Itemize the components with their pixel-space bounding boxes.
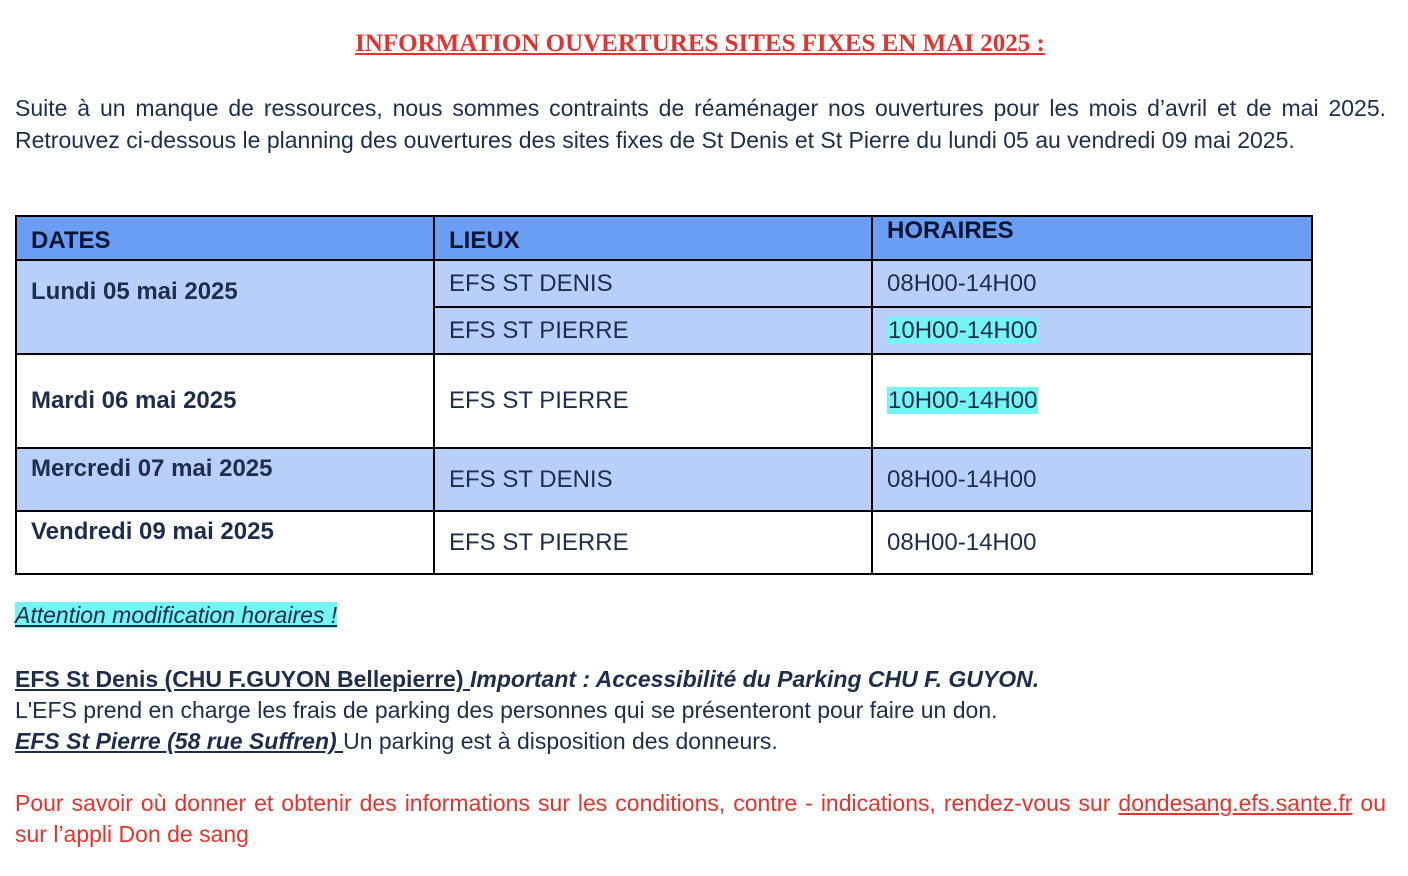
lieu-cell: EFS ST DENIS bbox=[434, 448, 872, 511]
st-pierre-text: Un parking est à disposition des donneurs. bbox=[343, 728, 778, 754]
table-row bbox=[16, 260, 1312, 307]
date-cell: Mardi 06 mai 2025 bbox=[16, 354, 434, 448]
table-row bbox=[16, 448, 1312, 511]
date-text: Lundi 05 mai 2025 bbox=[31, 278, 238, 305]
lieu-cell: EFS ST DENIS bbox=[434, 260, 872, 307]
schedule-table bbox=[15, 215, 1313, 575]
header-dates: DATES bbox=[16, 216, 434, 260]
highlighted-horaire: 10H00-14H00 bbox=[888, 316, 1038, 344]
horaire-cell: 08H00-14H00 bbox=[872, 260, 1312, 307]
attention-notice bbox=[15, 602, 337, 629]
st-denis-text: L'EFS prend en charge les frais de parking des personnes qui se présenteront pour faire un don. bbox=[15, 697, 998, 723]
lieu-cell: EFS ST PIERRE bbox=[434, 307, 872, 354]
highlighted-horaire: 10H00-14H00 bbox=[888, 387, 1038, 414]
header-horaires: HORAIRES bbox=[872, 216, 1312, 260]
date-cell: Mercredi 07 mai 2025 bbox=[16, 448, 434, 511]
horaire-cell: 08H00-14H00 bbox=[872, 448, 1312, 511]
footer-text-after: ou sur l’appli Don de sang bbox=[15, 790, 1386, 847]
footer-text-before: Pour savoir où donner et obtenir des informations sur les conditions, contre - indications, rendez-vous sur bbox=[15, 790, 1119, 816]
date-cell bbox=[16, 260, 434, 354]
page-title: INFORMATION OUVERTURES SITES FIXES EN MAI 2025 : bbox=[355, 30, 1045, 57]
horaire-cell bbox=[872, 354, 1312, 448]
st-denis-important: Important : Accessibilité du Parking CHU F. GUYON. bbox=[469, 666, 1040, 692]
st-denis-label: EFS St Denis (CHU F.GUYON Bellepierre) bbox=[15, 666, 470, 692]
table-header-row bbox=[16, 216, 1312, 260]
st-pierre-label: EFS St Pierre (58 rue Suffren) bbox=[15, 728, 344, 754]
table-row bbox=[16, 511, 1312, 574]
intro-paragraph: Suite à un manque de ressources, nous sommes contraints de réaménager nos ouvertures pour les mois d’avril et de mai 2025. Retrouvez ci-dessous le planning des ouvertures des sites fixes de St Denis et St Pierre du lundi 05 au vendredi 09 mai 2025. bbox=[15, 95, 1386, 153]
horaire-cell: 08H00-14H00 bbox=[872, 511, 1312, 574]
dondesang-link[interactable]: dondesang.efs.sante.fr bbox=[1118, 790, 1353, 816]
attention-text: Attention modification horaires ! bbox=[15, 602, 338, 628]
horaire-cell bbox=[872, 307, 1312, 354]
date-cell: Vendredi 09 mai 2025 bbox=[16, 511, 434, 574]
parking-info bbox=[15, 664, 1395, 757]
table-row bbox=[16, 354, 1312, 448]
header-lieux: LIEUX bbox=[434, 216, 872, 260]
lieu-cell: EFS ST PIERRE bbox=[434, 511, 872, 574]
footer-note bbox=[15, 788, 1386, 850]
lieu-cell: EFS ST PIERRE bbox=[434, 354, 872, 448]
